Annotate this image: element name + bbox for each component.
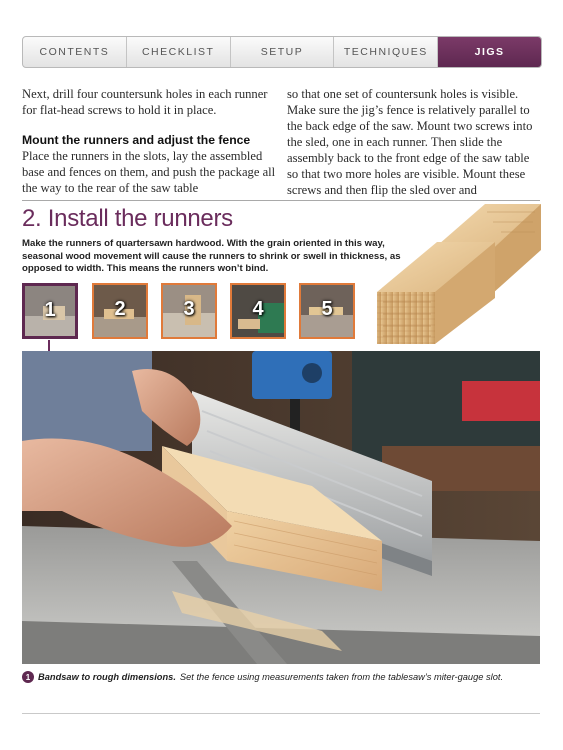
tab-contents[interactable]: CONTENTS — [23, 37, 127, 67]
tab-setup[interactable]: SETUP — [231, 37, 335, 67]
article-subheading: Mount the runners and adjust the fence — [22, 133, 251, 147]
article-paragraph: Next, drill four countersunk holes in each runner for flat-head screws to hold it in place. — [22, 87, 268, 117]
step-thumbnail-2[interactable] — [92, 283, 148, 339]
step-thumbnail-3[interactable] — [161, 283, 217, 339]
thumbnail-number: 2 — [114, 298, 126, 320]
page-bottom-rule — [22, 713, 540, 714]
tab-jigs[interactable]: JIGS — [438, 37, 541, 67]
section-intro: Make the runners of quartersawn hardwood. With the grain oriented in this way, seasonal wood movement will cause the runners to shrink or swell in thickness, as opposed to width. This means the runners won’t bind. — [22, 238, 401, 274]
quartersawn-boards-image — [375, 202, 541, 346]
thumbnail-number: 4 — [252, 298, 264, 320]
section-tab-bar — [22, 36, 542, 68]
section-divider — [22, 200, 540, 201]
bandsaw-main-photo — [22, 351, 540, 664]
article-paragraph: Place the runners in the slots, lay the assembled base and fences on them, and push the package all the way to the rear of the saw table — [22, 149, 276, 195]
caption-title: Bandsaw to rough dimensions. — [38, 672, 176, 682]
caption-text: Set the fence using measurements taken from the tablesaw’s miter-gauge slot. — [179, 672, 504, 682]
photo-caption — [22, 671, 540, 683]
tab-techniques[interactable]: TECHNIQUES — [334, 37, 438, 67]
section-title: 2. Install the runners — [22, 205, 233, 232]
thumbnail-number: 3 — [183, 298, 195, 320]
article-paragraph: so that one set of countersunk holes is visible. Make sure the jig’s fence is relatively parallel to the back edge of the saw. Mount two screws into the sled, one in each runner. Then slide the assembly back to the front edge of the saw table so that two more holes are visible. Mount these screws and then flip the sled over and — [287, 87, 533, 197]
caption-step-number: 1 — [22, 671, 34, 683]
thumbnail-number: 5 — [321, 298, 333, 320]
thumbnail-number: 1 — [44, 299, 56, 321]
article-column-right — [287, 86, 541, 198]
step-thumbnail-4[interactable] — [230, 283, 286, 339]
step-thumbnail-5[interactable] — [299, 283, 355, 339]
step-thumbnail-1[interactable] — [22, 283, 78, 339]
tab-checklist[interactable]: CHECKLIST — [127, 37, 231, 67]
article-column-left — [22, 86, 276, 196]
